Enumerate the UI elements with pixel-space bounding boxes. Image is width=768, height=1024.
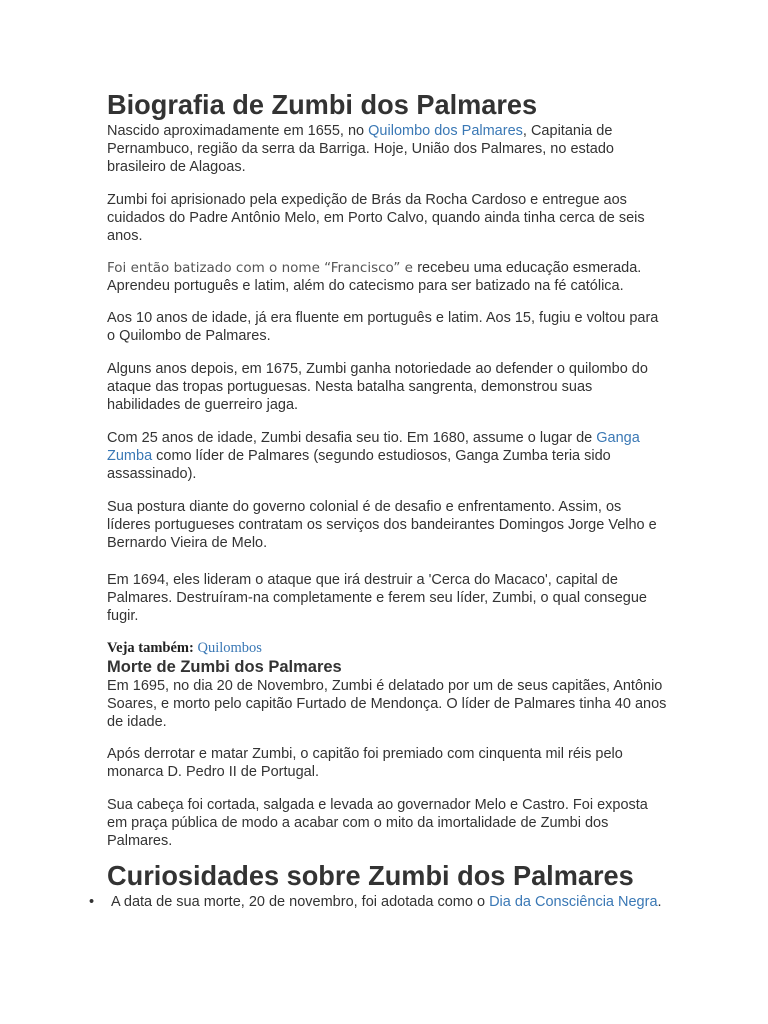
text: recebeu uma educação esmerada. Aprendeu português e latim, além do catecismo para ser batizado na fé católica.	[107, 260, 642, 294]
paragraph-reward: Após derrotar e matar Zumbi, o capitão foi premiado com cinquenta mil réis pelo monarca D. Pedro II de Portugal.	[107, 746, 623, 780]
paragraph-1695: Em 1695, no dia 20 de Novembro, Zumbi é delatado por um de seus capitães, Antônio Soares, e morto pelo capitão Furtado de Mendonça. O líder de Palmares tinha 40 anos de idade.	[107, 678, 667, 730]
paragraph-youth: Aos 10 anos de idade, já era fluente em português e latim. Aos 15, fugiu e voltou para o Quilombo de Palmares.	[107, 310, 659, 344]
curiosities-heading: Curiosidades sobre Zumbi dos Palmares	[107, 860, 634, 891]
paragraph-capture: Zumbi foi aprisionado pela expedição de Brás da Rocha Cardoso e entregue aos cuidados do Padre Antônio Melo, em Porto Calvo, quando ainda tinha cerca de seis anos.	[107, 192, 645, 244]
text: , Capitania de Pernambuco, região da serra da Barriga. Hoje, União dos Palmares, no estado brasileiro de Alagoas.	[107, 123, 614, 175]
text: A data de sua morte, 20 de novembro, foi adotada como o	[111, 894, 490, 910]
text: Nascido aproximadamente em 1655, no	[107, 123, 369, 139]
paragraph-birth	[107, 122, 667, 176]
quilombos-link[interactable]: Quilombos	[197, 640, 262, 656]
paragraph-colonial: Sua postura diante do governo colonial é de desafio e enfrentamento. Assim, os líderes portugueses contratam os serviços dos bandeirantes Domingos Jorge Velho e Bernardo Vieira de Melo.	[107, 499, 657, 551]
text: Com 25 anos de idade, Zumbi desafia seu tio. Em 1680, assume o lugar de	[107, 430, 597, 446]
paragraph-baptism	[107, 259, 667, 295]
page-title: Biografia de Zumbi dos Palmares	[107, 89, 538, 120]
list-item	[89, 893, 667, 912]
paragraph-1680	[107, 429, 667, 483]
light-text: Foi então batizado com o nome “Francisco” e	[107, 260, 418, 276]
quilombo-dos-palmares-link[interactable]: Quilombo dos Palmares	[368, 123, 523, 139]
ganga-zumba-link[interactable]: Ganga Zumba	[107, 430, 640, 464]
paragraph-1694: Em 1694, eles lideram o ataque que irá destruir a 'Cerca do Macaco', capital de Palmares. Destruíram-na completamente e ferem seu líder, Zumbi, o qual consegue fugir.	[107, 572, 647, 624]
article	[89, 88, 667, 912]
see-also	[107, 639, 667, 657]
text: como líder de Palmares (segundo estudiosos, Ganga Zumba teria sido assassinado).	[107, 448, 611, 482]
bullet-marker: •	[89, 894, 95, 910]
death-heading: Morte de Zumbi dos Palmares	[107, 658, 342, 676]
curiosities-list	[89, 893, 667, 912]
dia-da-consciencia-negra-link[interactable]: Dia da Consciência Negra	[489, 894, 658, 910]
paragraph-1675: Alguns anos depois, em 1675, Zumbi ganha notoriedade ao defender o quilombo do ataque das tropas portuguesas. Nesta batalha sangrenta, demonstrou suas habilidades de guerreiro jaga.	[107, 361, 648, 413]
paragraph-head: Sua cabeça foi cortada, salgada e levada ao governador Melo e Castro. Foi exposta em praça pública de modo a acabar com o mito da imortalidade de Zumbi dos Palmares.	[107, 797, 648, 849]
text: .	[657, 894, 662, 910]
see-also-label: Veja também:	[107, 640, 194, 656]
